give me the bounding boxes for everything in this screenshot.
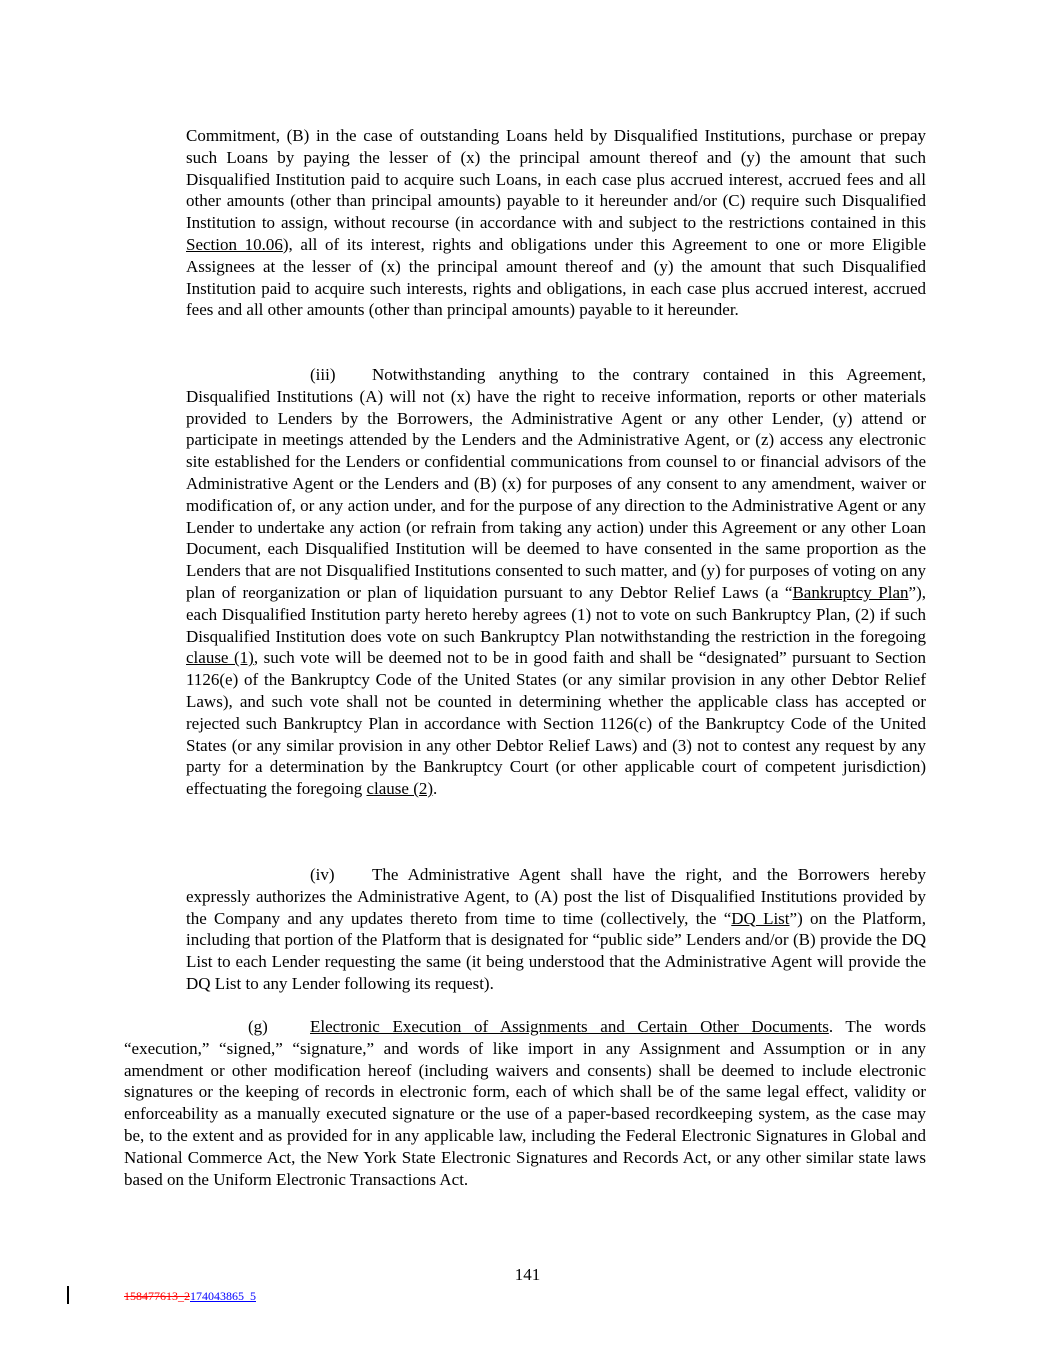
document-id: [124, 1289, 256, 1304]
section-heading: Electronic Execution of Assignments and Certain Other Documents: [310, 1017, 829, 1036]
text-run: Notwithstanding anything to the contrary contained in this Agreement, Disqualified Institutions (A) will not (x) have the right to receive information, reports or other materials provided to Lenders by the Borrowers, the Administrative Agent or any other Lender, (y) attend or participate in meetings attended by the Lenders and the Administrative Agent, or (z) access any electronic site established for the Lenders or confidential communications from counsel to or financial advisors of the Administrative Agent or the Lenders and (B) (x) for purposes of any consent to any amendment, waiver or modification of, or any action under, and for the purpose of any direction to the Administrative Agent or any Lender to undertake any action (or refrain from taking any action) under this Agreement or any other Loan Document, each Disqualified Institution will be deemed to have consented in the same proportion as the Lenders that are not Disqualified Institutions consented to such matter, and (y) for purposes of voting on any plan of reorganization or plan of liquidation pursuant to any Debtor Relief Laws (a “: [186, 365, 926, 602]
text-run: , such vote will be deemed not to be in good faith and shall be “designated” pursuant to Section 1126(e) of the Bankruptcy Code of the United States (or any similar provision in any other Debtor Relief Laws), and such vote shall not be counted in determining whether the applicable class has accepted or rejected such Bankruptcy Plan in accordance with Section 1126(c) of the Bankruptcy Code of the United States (or any similar provision in any other Debtor Relief Laws) and (3) not to contest any request by any party for a determination by the Bankruptcy Court (or other applicable court of competent jurisdiction) effectuating the foregoing: [186, 648, 926, 799]
defined-term: Bankruptcy Plan: [792, 582, 909, 602]
paragraph-number: (iii): [310, 365, 336, 384]
text-run: ), all of its interest, rights and obligations under this Agreement to one or more Eligible Assignees at the lesser of (x) the principal amount thereof and (y) the amount that such Disqualified Institution paid to acquire such interests, rights and obligations, in each case plus accrued interest, accrued fees and all other amounts (other than principal amounts) payable to it hereunder.: [186, 234, 926, 320]
text-run: ”) on the Platform, including that portion of the Platform that is designated for “public side” Lenders and/or (B) provide the DQ List to each Lender requesting the same (it being understood that the Administrative Agent will provide the DQ List to any Lender following its request).: [186, 908, 927, 993]
text-run: The Administrative Agent shall have the right, and the Borrowers hereby expressly authorizes the Administrative Agent, to (A) post the list of Disqualified Institutions provided by the Company and any updates thereto from time to time (collectively, the “: [186, 865, 926, 928]
text-run: .: [433, 779, 438, 799]
paragraph-number: (iv): [310, 865, 335, 884]
paragraph-g: [124, 1016, 926, 1190]
text-run: ”), each Disqualified Institution party hereto hereby agrees (1) not to vote on such Bankruptcy Plan, (2) if such Disqualified Institution does vote on such Bankruptcy Plan notwithstanding the restriction in the foregoing: [186, 582, 926, 646]
paragraph-number: (g): [248, 1017, 268, 1036]
text-run: . The words “execution,” “signed,” “signature,” and words of like import in any Assignment and Assumption or in any amendment or other modification hereof (including waivers and consents) shall be deemed to include electronic signatures or the keeping of records in electronic form, each of which shall be of the same legal effect, validity or enforceability as a manually executed signature or the use of a paper-based recordkeeping system, as the case may be, to the extent and as provided for in any applicable law, including the Federal Electronic Signatures in Global and National Commerce Act, the New York State Electronic Signatures and Records Act, or any other similar state laws based on the Uniform Electronic Transactions Act.: [124, 1017, 926, 1189]
paragraph-iii: [186, 364, 926, 800]
paragraph-iv: [186, 864, 926, 995]
clause-reference: clause (2): [366, 779, 434, 799]
section-reference: Section 10.06: [186, 234, 283, 254]
defined-term: DQ List: [731, 908, 790, 928]
clause-reference: clause (1): [186, 648, 254, 668]
page-number: 141: [514, 1265, 541, 1284]
paragraph-f-ii-continuation: [186, 125, 926, 321]
document-id-inserted: 174043865_5: [190, 1289, 256, 1303]
document-id-deleted: 158477613_2: [124, 1289, 190, 1303]
text-run: Commitment, (B) in the case of outstanding Loans held by Disqualified Institutions, purchase or prepay such Loans by paying the lesser of (x) the principal amount thereof and (y) the amount that such Disqualified Institution paid to acquire such Loans, in each case plus accrued interest, accrued fees and all other amounts (other than principal amounts) payable to it hereunder and/or (C) require such Disqualified Institution to assign, without recourse (in accordance with and subject to the restrictions contained in this: [186, 126, 926, 233]
change-bar: [67, 1286, 69, 1304]
